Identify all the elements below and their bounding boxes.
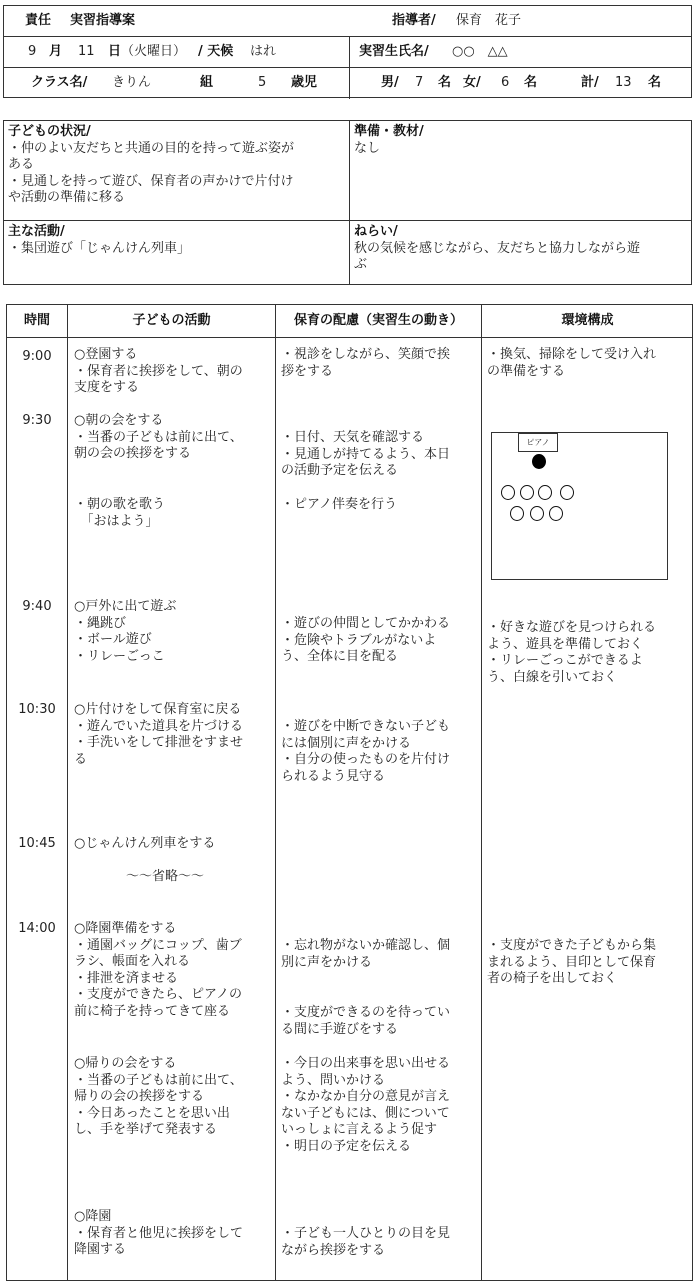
child-activity-line: ○降園準備をする [74, 921, 177, 936]
header-time: 時間 [23, 313, 50, 328]
child-activity-line: 朝の会の挨拶をする [74, 446, 192, 461]
header-row-title [4, 6, 691, 37]
environment-note-line: まれるよう、目印として保育 [487, 954, 657, 970]
boys-count: 7 [415, 75, 424, 90]
children-status-line: や活動の準備に移る [8, 190, 126, 205]
supervisor-name: 保育 花子 [456, 13, 522, 28]
environment-note-line: う、白線を引いておく [487, 669, 618, 685]
divider [67, 305, 68, 1280]
weather-label: / 天候 [198, 44, 234, 59]
group-label: 組 [200, 75, 214, 90]
child-activity-line: ・リレーごっこ [74, 648, 165, 664]
month-label: 月 [49, 44, 63, 59]
care-note-line: ・危険やトラブルがないよ [281, 632, 437, 648]
care-note-line: る間に手遊びをする [281, 1021, 399, 1037]
header-row-date [4, 37, 691, 68]
divider [7, 337, 692, 338]
month-value: 9 [28, 44, 37, 59]
care-note [281, 1226, 481, 1259]
care-note [281, 1056, 481, 1155]
info-grid [3, 120, 692, 285]
care-note-line: 拶をする [281, 363, 334, 379]
care-note [281, 616, 481, 666]
day-label: 日 [108, 44, 122, 59]
child-activity-line: 「おはよう」 [74, 513, 159, 529]
materials-line: なし [354, 140, 381, 156]
child-activity [74, 497, 274, 530]
aims-line: 秋の気候を感じながら、友だちと協力しながら遊 [354, 240, 641, 256]
materials-section [350, 121, 692, 160]
care-note-line: ・今日の出来事を思い出せる [281, 1056, 451, 1071]
divider [481, 305, 482, 1280]
child-marker-icon [510, 506, 524, 521]
total-count: 13 [615, 75, 632, 90]
care-note-line: ・子ども一人ひとりの目を見 [281, 1226, 451, 1241]
care-note [281, 719, 481, 785]
child-activity-line: ・手洗いをして排泄をすませ [74, 735, 244, 750]
time-label: 14:00 [18, 921, 56, 936]
child-activity-line: る [74, 751, 88, 767]
girls-unit: 名 [524, 75, 538, 90]
child-activity-line: ・遊んでいた道具を片づける [74, 718, 244, 734]
care-note-line: ・支度ができるのを待ってい [281, 1005, 451, 1020]
environment-note-line: 者の椅子を出しておく [487, 971, 618, 986]
header-environment: 環境構成 [561, 313, 614, 328]
day-value: 11 [78, 44, 95, 59]
child-activity-line: 支度をする [74, 380, 140, 395]
header-row-class [4, 68, 691, 99]
child-activity [74, 869, 274, 886]
total-unit: 名 [648, 75, 662, 90]
schedule-table [6, 304, 693, 1281]
teacher-marker-icon [532, 454, 546, 469]
time-label: 9:40 [22, 599, 52, 614]
age-value: 5 [258, 75, 267, 90]
child-activity [74, 836, 274, 853]
aims-title: ねらい/ [354, 224, 398, 239]
care-note-line: ・見通しが持てるよう、本日 [281, 446, 451, 462]
child-activity-line: ・ボール遊び [74, 632, 152, 647]
care-note-line: ・遊びの仲間としてかかわる [281, 616, 451, 631]
child-activity-line: ○戸外に出て遊ぶ [74, 599, 177, 614]
care-note-line: よう、問いかける [281, 1072, 386, 1088]
header-child-activity: 子どもの活動 [132, 313, 211, 328]
care-note-line: いっしょに言えるよう促す [281, 1122, 438, 1137]
child-activity-line: ・当番の子どもは前に出て、 [74, 429, 243, 445]
girls-label: 女/ [463, 75, 481, 90]
environment-note-line: ・好きな遊びを見つけられる [487, 620, 657, 635]
aims-section [350, 221, 692, 277]
time-label: 10:45 [18, 836, 56, 851]
child-activity-line: 降園する [74, 1242, 127, 1257]
header-care-notes: 保育の配慮（実習生の動き） [293, 313, 463, 328]
care-note-line: ・日付、天気を確認する [281, 430, 425, 445]
care-note-line: ・忘れ物がないか確認し、個 [281, 938, 451, 953]
care-note-line: う、全体に目を配る [281, 649, 399, 664]
child-activity-line: ○帰りの会をする [74, 1056, 177, 1071]
piano-label: ピアノ [518, 433, 558, 452]
children-status-line: ある [8, 157, 35, 172]
supervisor-label: 指導者/ [392, 13, 436, 28]
care-note-line: ・なかなか自分の意見が言え [281, 1089, 451, 1104]
care-note-line: の活動予定を伝える [281, 463, 399, 478]
main-activity-section [4, 221, 349, 260]
child-activity-line: ・当番の子どもは前に出て、 [74, 1072, 243, 1088]
time-label: 10:30 [18, 702, 56, 717]
child-activity-line: し、手を挙げて発表する [74, 1122, 218, 1137]
care-note-line: ・視診をしながら、笑顔で挨 [281, 347, 451, 362]
time-label: 9:30 [22, 413, 52, 428]
time-label: 9:00 [22, 349, 52, 364]
child-activity [74, 1056, 274, 1139]
care-note [281, 1005, 481, 1038]
child-activity [74, 599, 274, 665]
care-note-line: には個別に声をかける [281, 735, 412, 751]
child-marker-icon [560, 485, 574, 500]
environment-note-line: の準備をする [487, 363, 566, 379]
child-activity [74, 413, 274, 463]
environment-note-line: ・換気、掃除をして受け入れ [487, 347, 657, 362]
class-name: きりん [112, 75, 152, 90]
care-note-line: 別に声をかける [281, 954, 373, 970]
child-activity-line: ・支度ができたら、ピアノの [74, 987, 242, 1002]
care-note-line: ながら挨拶をする [281, 1242, 386, 1258]
child-marker-icon [538, 485, 552, 500]
child-marker-icon [549, 506, 563, 521]
weekday: （火曜日） [121, 44, 187, 59]
age-label: 歳児 [291, 75, 318, 90]
child-activity-line: ・通園バッグにコップ、歯ブ [74, 937, 242, 953]
girls-count: 6 [501, 75, 510, 90]
child-activity-line: ・縄跳び [74, 615, 127, 631]
care-note-line: ・自分の使ったものを片付け [281, 752, 451, 767]
child-activity-line: ・保育者と他児に挨拶をして [74, 1225, 244, 1241]
care-note [281, 938, 481, 971]
weather-value: はれ [250, 44, 277, 59]
care-note-line: ・遊びを中断できない子ども [281, 719, 451, 734]
children-status-section [4, 121, 349, 210]
class-label: クラス名/ [31, 75, 88, 90]
environment-note [487, 620, 692, 686]
divider [349, 68, 350, 99]
care-note [281, 497, 481, 514]
boys-label: 男/ [381, 75, 399, 90]
aims-line: ぶ [354, 257, 368, 272]
child-activity-line: ラシ、帳面を入れる [74, 954, 190, 969]
materials-title: 準備・教材/ [354, 124, 424, 139]
environment-note [487, 347, 692, 380]
child-activity-line: 帰りの会の挨拶をする [74, 1089, 205, 1104]
child-activity-line: 前に椅子を持ってきて座る [74, 1003, 231, 1019]
care-note-line: ・ピアノ伴奏を行う [281, 497, 397, 512]
doc-title: 実習指導案 [70, 13, 136, 28]
environment-note-line: よう、遊具を準備しておく [487, 636, 644, 652]
divider [275, 305, 276, 1280]
child-activity-line: ○じゃんけん列車をする [74, 836, 216, 851]
student-name: ○○ △△ [452, 44, 508, 59]
care-note-line: ・明日の予定を伝える [281, 1138, 412, 1154]
child-activity-line: ○片付けをして保育室に戻る [74, 702, 242, 717]
main-activity-title: 主な活動/ [8, 224, 65, 239]
child-activity-line: ・排泄を済ませる [74, 970, 179, 986]
environment-note-line: ・支度ができた子どもから集 [487, 938, 657, 953]
child-activity-line: ○朝の会をする [74, 413, 164, 428]
child-marker-icon [501, 485, 515, 500]
child-activity [74, 1209, 274, 1259]
care-note [281, 347, 481, 380]
children-status-line: ・仲のよい友だちと共通の目的を持って遊ぶ姿が [8, 140, 295, 156]
divider [349, 37, 350, 67]
care-note-line: られるよう見守る [281, 768, 386, 784]
child-activity-line: ○登園する [74, 347, 138, 362]
main-activity-line: ・集団遊び「じゃんけん列車」 [8, 240, 191, 256]
children-status-line: ・見通しを持って遊び、保育者の声かけで片付け [8, 173, 294, 189]
student-label: 実習生氏名/ [359, 44, 429, 59]
child-activity-line: ・保育者に挨拶をして、朝の [74, 363, 243, 379]
child-activity-line: ○降園 [74, 1209, 112, 1224]
child-activity [74, 702, 274, 768]
responsibility-label: 責任 [25, 13, 52, 28]
care-note [281, 430, 481, 480]
child-activity-line: 〜〜省略〜〜 [74, 869, 205, 884]
environment-note [487, 938, 692, 988]
room-layout-diagram [491, 432, 668, 580]
child-activity-line: ・今日あったことを思い出 [74, 1105, 230, 1121]
environment-note-line: ・リレーごっこができるよ [487, 653, 643, 668]
child-activity-line: ・朝の歌を歌う [74, 497, 166, 512]
child-marker-icon [530, 506, 544, 521]
children-status-title: 子どもの状況/ [8, 124, 91, 139]
child-marker-icon [520, 485, 534, 500]
child-activity [74, 347, 274, 397]
care-note-line: ない子どもには、側について [281, 1105, 450, 1121]
child-activity [74, 921, 274, 1020]
header-table [3, 5, 692, 98]
boys-unit: 名 [438, 75, 452, 90]
total-label: 計/ [581, 75, 599, 90]
